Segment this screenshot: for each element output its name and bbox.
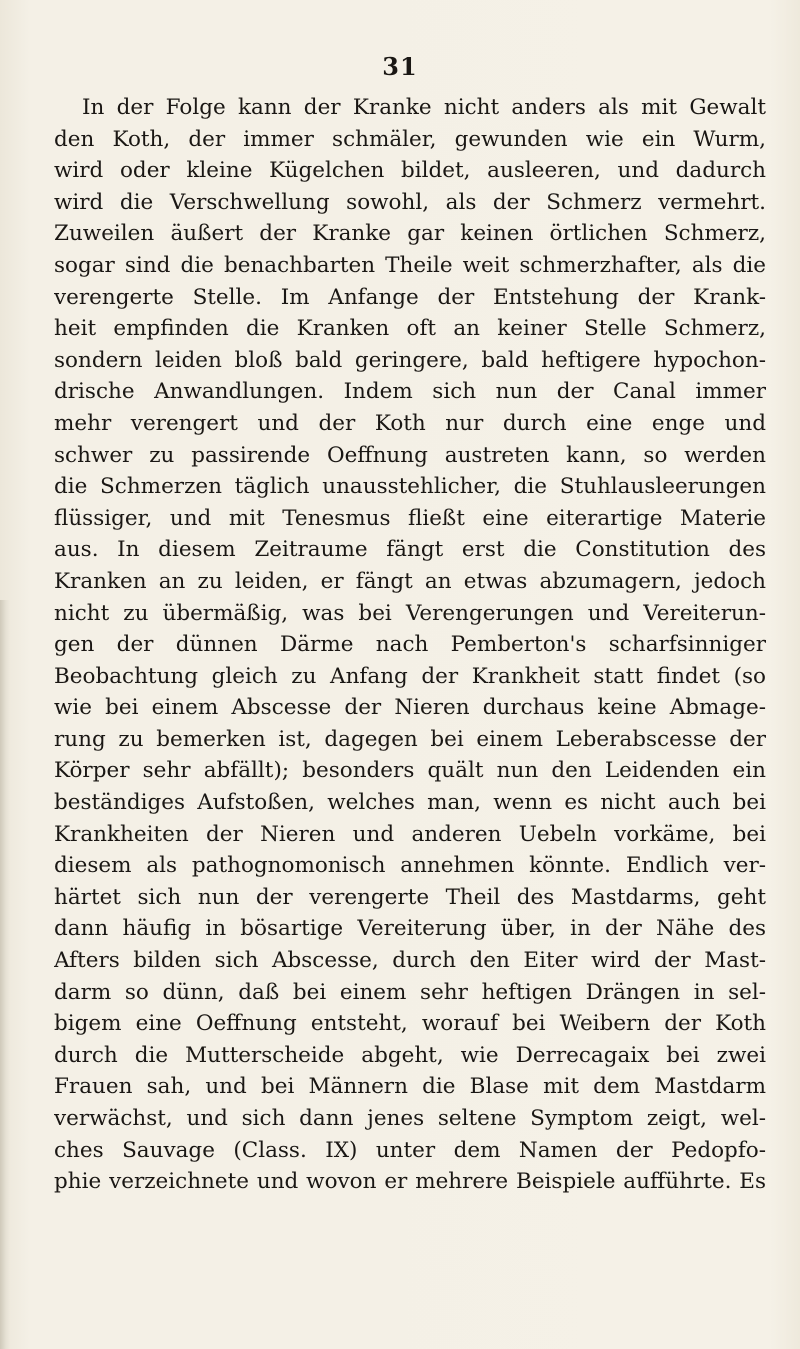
text-line: durch die Mutterscheide abgeht, wie Derrecagaix bei zwei xyxy=(54,1042,766,1068)
text-line: ches Sauvage (Class. IX) unter dem Namen der Pedopfo- xyxy=(54,1137,766,1163)
text-line: verwächst, und sich dann jenes seltene Symptom zeigt, wel- xyxy=(54,1106,766,1131)
text-line: Kranken an zu leiden, er fängt an etwas abzumagern, jedoch xyxy=(54,568,766,594)
text-line: In der Folge kann der Kranke nicht anders als mit Gewalt xyxy=(82,95,766,120)
text-line: gen der dünnen Därme nach Pemberton's scharfsinniger xyxy=(54,632,766,658)
text-line: mehr verengert und der Koth nur durch eine enge und xyxy=(54,410,766,436)
text-line: darm so dünn, daß bei einem sehr heftigen Drängen in sel- xyxy=(54,979,766,1005)
text-line: Krankheiten der Nieren und anderen Uebeln vorkäme, bei xyxy=(54,821,766,847)
text-line: diesem als pathognomonisch annehmen könnte. Endlich ver- xyxy=(54,853,766,879)
text-line: den Koth, der immer schmäler, gewunden wie ein Wurm, xyxy=(54,126,766,152)
text-line: rung zu bemerken ist, dagegen bei einem Leberabscesse der xyxy=(54,726,766,752)
text-line: wird die Verschwellung sowohl, als der Schmerz vermehrt. xyxy=(54,189,766,215)
text-line: die Schmerzen täglich unausstehlicher, die Stuhlausleerungen xyxy=(54,474,766,500)
text-line: nicht zu übermäßig, was bei Verengerungen und Vereiterun- xyxy=(54,600,766,626)
text-line: Frauen sah, und bei Männern die Blase mit dem Mastdarm xyxy=(54,1074,766,1100)
text-line: sondern leiden bloß bald geringere, bald heftigere hypochon- xyxy=(54,347,766,373)
gutter-shadow xyxy=(0,600,10,1349)
text-line: Afters bilden sich Abscesse, durch den Eiter wird der Mast- xyxy=(54,948,766,974)
text-line: sogar sind die benachbarten Theile weit schmerzhafter, als die xyxy=(54,252,766,278)
text-line: härtet sich nun der verengerte Theil des Mastdarms, geht xyxy=(54,884,766,910)
text-line: flüssiger, und mit Tenesmus fließt eine eiterartige Materie xyxy=(54,505,766,531)
page-number: 31 xyxy=(382,52,418,81)
body-text xyxy=(54,92,766,1198)
text-line: Körper sehr abfällt); besonders quält nun den Leidenden ein xyxy=(54,758,766,784)
text-line: aus. In diesem Zeitraume fängt erst die Constitution des xyxy=(54,537,766,563)
text-line: wird oder kleine Kügelchen bildet, ausleeren, und dadurch xyxy=(54,158,766,184)
text-line: Zuweilen äußert der Kranke gar keinen örtlichen Schmerz, xyxy=(54,221,766,247)
text-line: phie verzeichnete und wovon er mehrere Beispiele aufführte. Es xyxy=(54,1169,766,1195)
text-line: schwer zu passirende Oeffnung austreten kann, so werden xyxy=(54,442,766,468)
text-line: dann häufig in bösartige Vereiterung über, in der Nähe des xyxy=(54,916,766,942)
text-line: drische Anwandlungen. Indem sich nun der Canal immer xyxy=(54,379,766,405)
text-line: verengerte Stelle. Im Anfange der Entstehung der Krank- xyxy=(54,284,766,310)
text-line: wie bei einem Abscesse der Nieren durchaus keine Abmage- xyxy=(54,695,766,721)
text-line: bigem eine Oeffnung entsteht, worauf bei Weibern der Koth xyxy=(54,1011,766,1037)
text-line: heit empfinden die Kranken oft an keiner Stelle Schmerz, xyxy=(54,316,766,342)
text-line: beständiges Aufstoßen, welches man, wenn es nicht auch bei xyxy=(54,790,766,816)
text-line: Beobachtung gleich zu Anfang der Krankheit statt findet (so xyxy=(54,663,766,689)
